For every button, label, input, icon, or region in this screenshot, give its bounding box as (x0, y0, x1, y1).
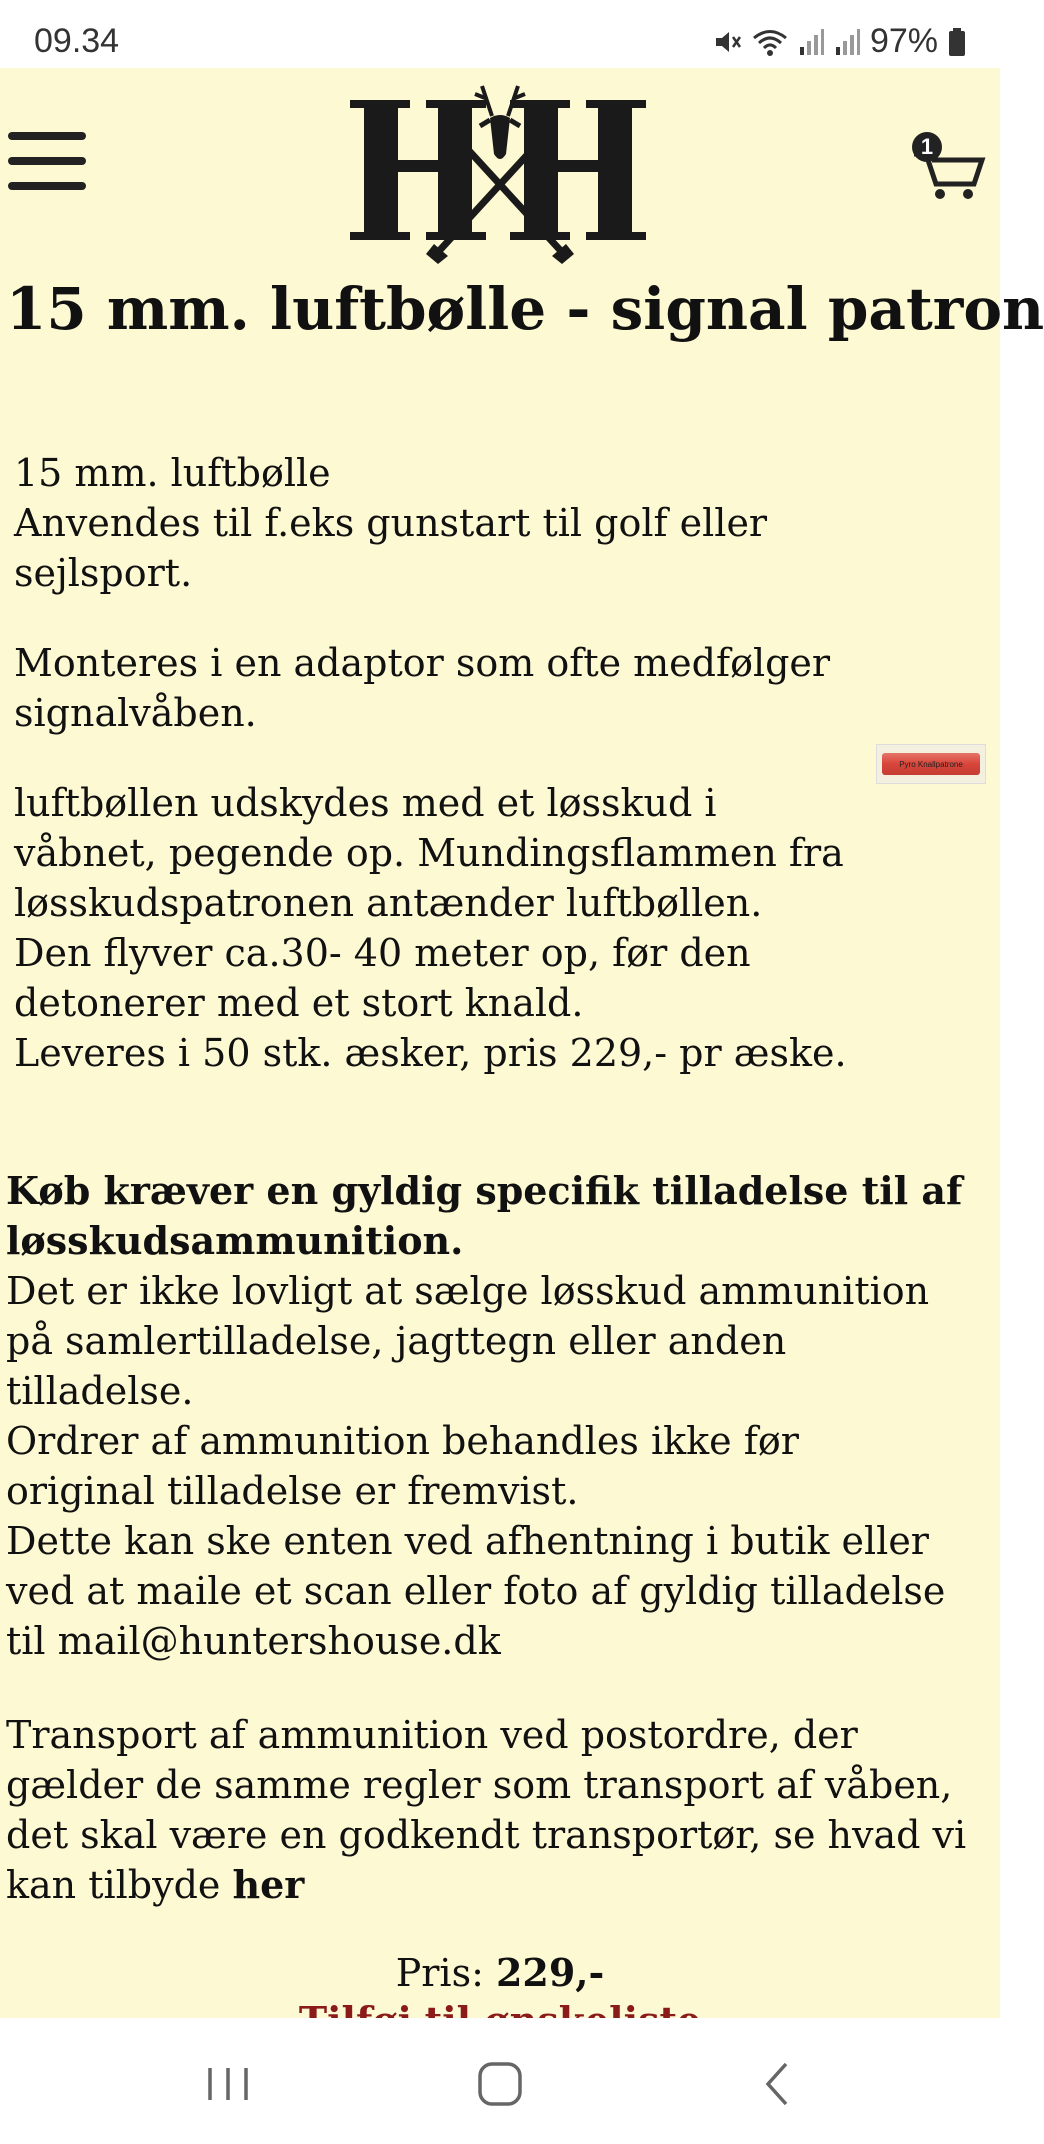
cart-button[interactable] (908, 132, 988, 202)
transport-link[interactable]: her (232, 1862, 305, 1907)
legal-bold-line: løsskudsammunition. (6, 1218, 464, 1263)
battery-percent: 97% (869, 22, 938, 60)
battery-icon (948, 27, 966, 57)
desc-line: Leveres i 50 stk. æsker, pris 229,- pr æske. (14, 1031, 847, 1075)
system-nav-bar (0, 2018, 1000, 2144)
product-description (14, 448, 874, 1118)
desc-paragraph (14, 448, 874, 598)
signal-icon-2 (834, 27, 860, 57)
desc-line: 15 mm. luftbølle (14, 451, 331, 495)
price-row (0, 1948, 1000, 1998)
legal-line: Dette kan ske enten ved afhentning i butik eller (6, 1519, 929, 1563)
desc-line: signalvåben. (14, 691, 257, 735)
site-header (0, 68, 1000, 278)
price-value: 229,- (495, 1950, 605, 1995)
site-logo[interactable] (330, 70, 670, 270)
desc-paragraph (14, 638, 874, 738)
menu-bar-icon (8, 182, 86, 190)
legal-line: ved at maile et scan eller foto af gyldig tilladelse (6, 1569, 946, 1613)
legal-line: gælder de samme regler som transport af våben, (6, 1763, 953, 1807)
desc-line: Monteres i en adaptor som ofte medfølger (14, 641, 831, 685)
signal-icon-1 (798, 27, 824, 57)
desc-line: detonerer med et stort knald. (14, 981, 584, 1025)
status-icons (712, 22, 966, 61)
desc-line: våbnet, pegende op. Mundingsflammen fra (14, 831, 844, 875)
desc-line: løsskudspatronen antænder luftbøllen. (14, 881, 763, 925)
wifi-icon (752, 27, 788, 57)
desc-line: Den flyver ca.30- 40 meter op, før den (14, 931, 751, 975)
cartridge-image (882, 753, 980, 775)
price-label: Pris: (395, 1951, 496, 1995)
recent-apps-icon[interactable] (198, 2054, 258, 2114)
legal-line: Transport af ammunition ved postordre, der (6, 1713, 858, 1757)
back-icon[interactable] (748, 2054, 808, 2114)
menu-bar-icon (8, 132, 86, 140)
legal-line: Ordrer af ammunition behandles ikke før (6, 1419, 799, 1463)
legal-line: original tilladelse er fremvist. (6, 1469, 579, 1513)
legal-line: tilladelse. (6, 1369, 194, 1413)
desc-line: luftbøllen udskydes med et løsskud i (14, 781, 717, 825)
mute-icon (712, 27, 742, 57)
menu-button[interactable] (8, 132, 86, 194)
product-title: 15 mm. luftbølle - signal patron (6, 275, 1044, 343)
thumbnail-label: Pyro Knallpatrone (899, 759, 963, 769)
desc-paragraph (14, 778, 874, 1078)
legal-paragraph (6, 1166, 996, 1666)
legal-line: på samlertilladelse, jagttegn eller anden (6, 1319, 787, 1363)
legal-bold-line: Køb kræver en gyldig specifik tilladelse til af (6, 1168, 963, 1213)
status-bar (0, 0, 1000, 68)
legal-paragraph (6, 1710, 996, 1910)
desc-line: Anvendes til f.eks gunstart til golf eller (14, 501, 768, 545)
home-icon[interactable] (470, 2054, 530, 2114)
cart-count-badge: 1 (912, 132, 942, 162)
legal-line: Det er ikke lovligt at sælge løsskud ammunition (6, 1269, 930, 1313)
legal-line: til mail@huntershouse.dk (6, 1619, 501, 1663)
status-time: 09.34 (34, 22, 120, 60)
legal-notice (6, 1166, 996, 1954)
legal-line: det skal være en godkendt transportør, se hvad vi (6, 1813, 967, 1857)
legal-line: kan tilbyde (6, 1863, 233, 1907)
menu-bar-icon (8, 157, 86, 165)
product-thumbnail[interactable] (876, 744, 986, 784)
desc-line: sejlsport. (14, 551, 193, 595)
product-page (0, 68, 1044, 2018)
